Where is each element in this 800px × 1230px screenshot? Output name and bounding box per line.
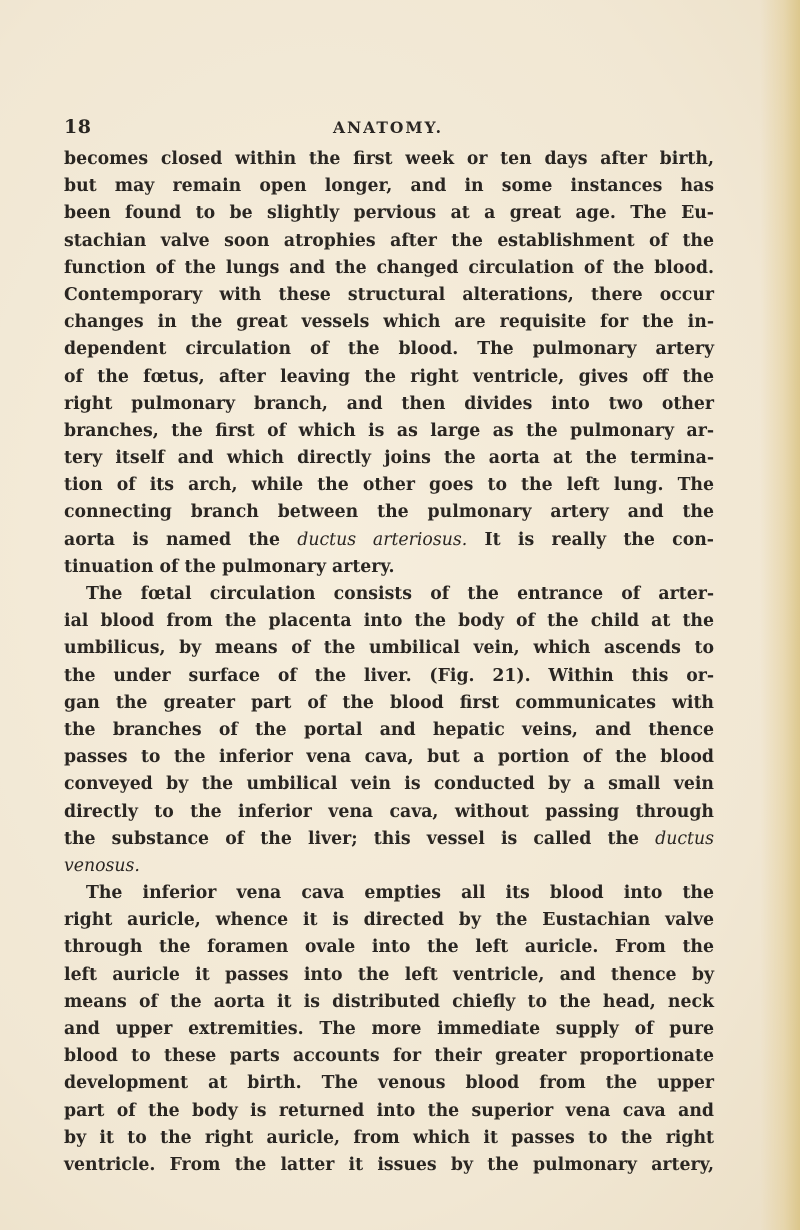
text-line: connecting branch between the pulmonary artery and the xyxy=(64,502,714,523)
italic-term: ductus xyxy=(655,828,714,849)
text-line: means of the aorta it is distributed chiefly to the head, neck xyxy=(64,991,714,1012)
text-line: directly to the inferior vena cava, without passing through xyxy=(64,801,714,822)
italic-term: ductus arteriosus. xyxy=(297,529,468,550)
text-line: changes in the great vessels which are requisite for the in- xyxy=(64,312,714,333)
paragraph-first-line: The fœtal circulation consists of the entrance of arter- xyxy=(86,584,714,604)
text-line xyxy=(64,527,714,554)
text-line: tinuation of the pulmonary artery. xyxy=(64,556,395,577)
page-number: 18 xyxy=(64,116,92,138)
text-segment: aorta is named the xyxy=(64,529,298,550)
running-head: ANATOMY. xyxy=(332,118,444,137)
text-line: becomes closed within the first week or ten days after birth, xyxy=(64,149,714,169)
text-line: blood to these parts accounts for their greater proportionate xyxy=(64,1046,714,1067)
body-text xyxy=(64,146,714,1179)
page-header xyxy=(64,116,712,140)
text-line: tion of its arch, while the other goes to the left lung. The xyxy=(64,475,714,496)
text-line: part of the body is returned into the superior vena cava and xyxy=(64,1100,714,1121)
text-line: tery itself and which directly joins the aorta at the termina- xyxy=(64,448,714,469)
text-line: passes to the inferior vena cava, but a portion of the blood xyxy=(64,747,714,768)
text-line: function of the lungs and the changed circulation of the blood. xyxy=(64,257,714,278)
text-line: Contemporary with these structural alterations, there occur xyxy=(64,284,714,305)
text-line xyxy=(64,853,714,880)
text-line: umbilicus, by means of the umbilical vein, which ascends to xyxy=(64,638,714,659)
text-line: ial blood from the placenta into the body of the child at the xyxy=(64,611,714,632)
page-edge-shading xyxy=(760,0,800,1230)
text-line: the under surface of the liver. (Fig. 21). Within this or- xyxy=(64,665,714,686)
text-line: by it to the right auricle, from which it passes to the right xyxy=(64,1127,714,1148)
text-line: ventricle. From the latter it issues by the pulmonary artery, xyxy=(64,1154,714,1175)
italic-term: venosus. xyxy=(64,855,140,876)
text-line: stachian valve soon atrophies after the establishment of the xyxy=(64,230,714,251)
text-line: left auricle it passes into the left ventricle, and thence by xyxy=(64,964,714,985)
text-line: right pulmonary branch, and then divides into two other xyxy=(64,393,714,414)
text-line: through the foramen ovale into the left auricle. From the xyxy=(64,937,714,958)
text-line: but may remain open longer, and in some instances has xyxy=(64,176,714,197)
text-line: right auricle, whence it is directed by the Eustachian valve xyxy=(64,910,714,931)
text-segment: It is really the con- xyxy=(467,529,714,550)
text-line: conveyed by the umbilical vein is conducted by a small vein xyxy=(64,774,714,795)
text-line xyxy=(64,826,714,853)
text-segment: the substance of the liver; this vessel is called the xyxy=(64,828,656,849)
text-line: of the fœtus, after leaving the right ventricle, gives off the xyxy=(64,366,714,387)
text-line: branches, the first of which is as large as the pulmonary ar- xyxy=(64,420,714,441)
text-line: dependent circulation of the blood. The pulmonary artery xyxy=(64,339,714,360)
text-line: and upper extremities. The more immediate supply of pure xyxy=(64,1019,714,1039)
text-line: development at birth. The venous blood from the upper xyxy=(64,1073,714,1094)
text-line: gan the greater part of the blood first communicates with xyxy=(64,692,714,713)
paragraph-first-line: The inferior vena cava empties all its blood into the xyxy=(86,883,714,904)
text-line: been found to be slightly pervious at a great age. The Eu- xyxy=(64,203,714,224)
text-line: the branches of the portal and hepatic veins, and thence xyxy=(64,719,714,740)
